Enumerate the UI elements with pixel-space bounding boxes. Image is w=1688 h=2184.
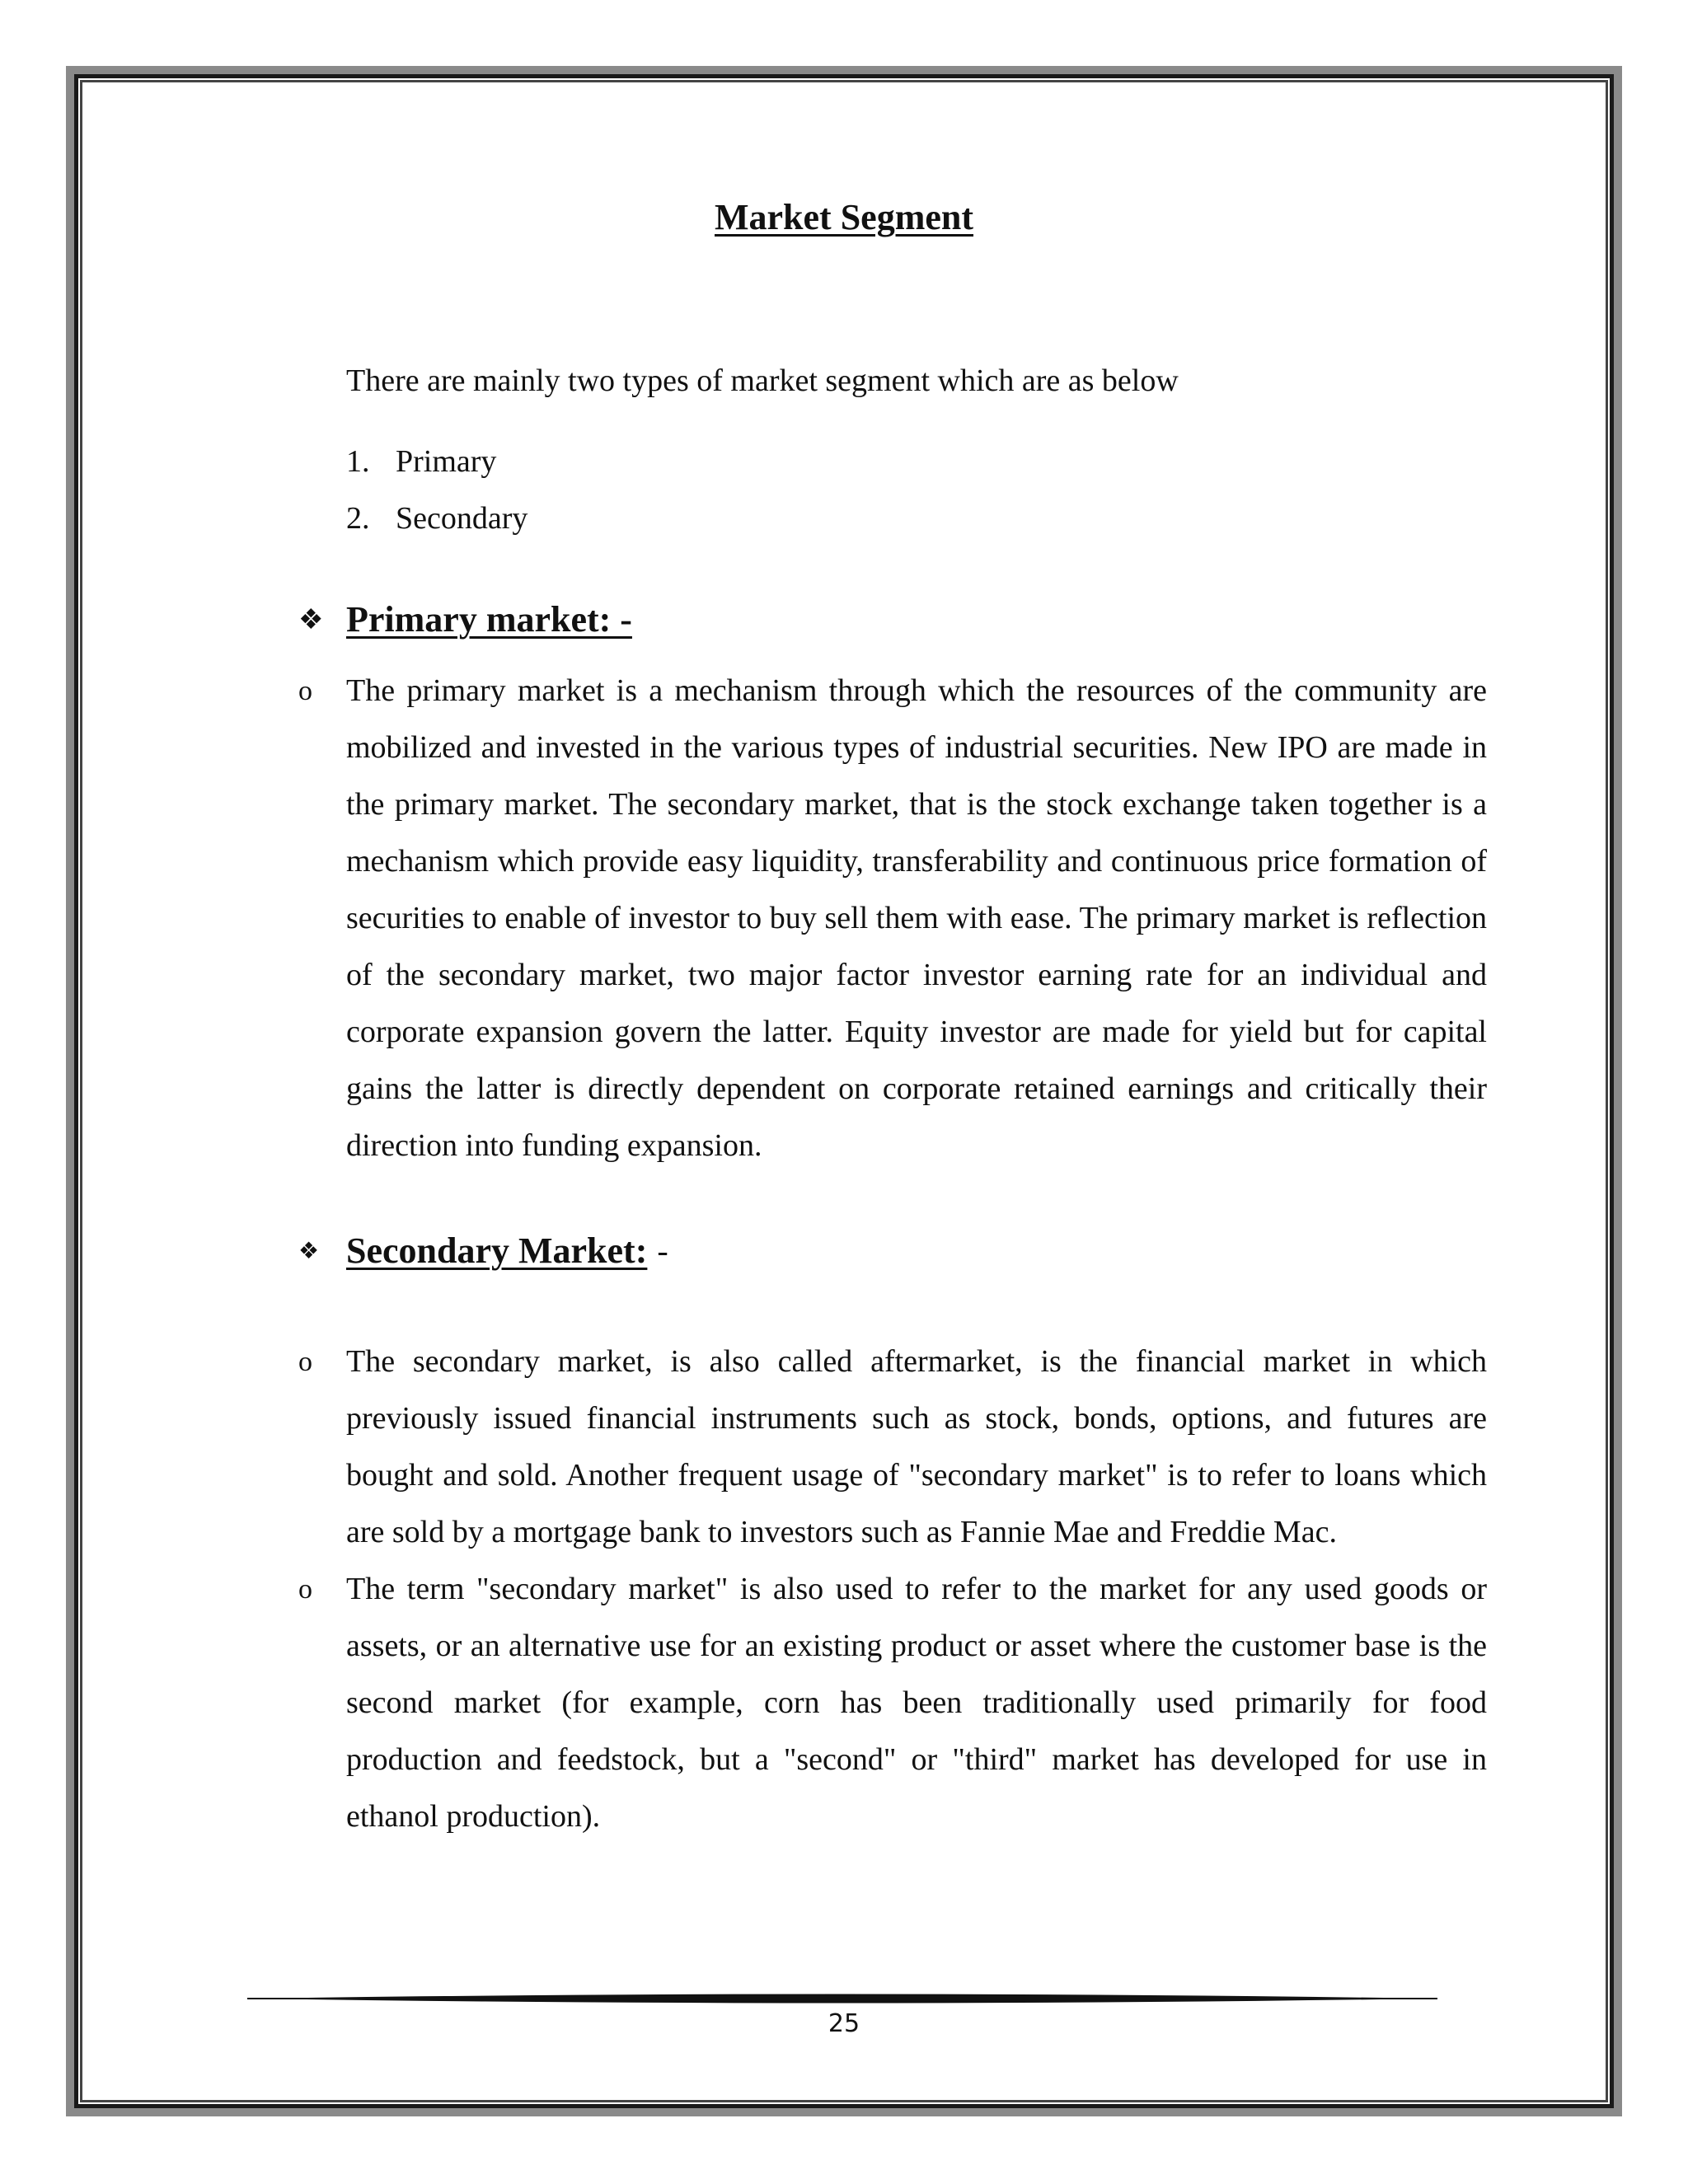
footer-divider <box>247 1990 1437 2008</box>
list-item-number: 2. <box>346 501 370 536</box>
circle-bullet-icon: o <box>298 1347 312 1377</box>
page-title <box>0 196 1688 238</box>
primary-market-heading <box>298 598 632 640</box>
secondary-market-paragraph-1-text: The secondary market, is also called aftermarket, is the financial market in which previously issued financial instruments such as stock, bonds, options, and futures are bought and sold. Another frequent usage of "secondary market" is to refer to loans which are sold by a mortgage bank to investors such as Fannie Mae and Freddie Mac. <box>346 1344 1487 1549</box>
list-item-label: Secondary <box>396 501 528 536</box>
secondary-market-paragraph-2-text: The term "secondary market" is also used to refer to the market for any used goods or assets, or an alternative use for an existing product or asset where the customer base is the second market (for example, corn has been traditionally used primarily for food production and feedstock, but a "second" or "third" market has developed for use in ethanol production). <box>346 1572 1487 1834</box>
intro-paragraph: There are mainly two types of market segment which are as below <box>346 363 1179 398</box>
list-item <box>346 490 1170 547</box>
market-types-list <box>346 434 1170 547</box>
diamond-four-icon: ❖ <box>298 604 324 635</box>
list-item-label: Primary <box>396 444 497 479</box>
secondary-market-paragraph-2 <box>298 1561 1487 1845</box>
list-item-number: 1. <box>346 444 370 479</box>
secondary-market-paragraph-1 <box>298 1333 1487 1561</box>
primary-market-paragraph <box>298 663 1487 1174</box>
page-number: 25 <box>828 2009 860 2038</box>
secondary-market-heading <box>298 1230 668 1272</box>
circle-bullet-icon: o <box>298 1574 312 1605</box>
diamond-four-icon: ❖ <box>298 1238 320 1264</box>
secondary-market-heading-label: Secondary Market: <box>346 1230 648 1271</box>
circle-bullet-icon: o <box>298 676 312 706</box>
secondary-market-heading-suffix: - <box>657 1232 668 1269</box>
primary-market-heading-label: Primary market: - <box>346 599 632 640</box>
primary-market-paragraph-text: The primary market is a mechanism through which the resources of the community are mobilized and invested in the various types of industrial securities. New IPO are made in the primary market. The secondary market, that is the stock exchange taken together is a mechanism which provide easy liquidity, transferability and continuous price formation of securities to enable of investor to buy sell them with ease. The primary market is reflection of the secondary market, two major factor investor earning rate for an individual and corporate expansion govern the latter. Equity investor are made for yield but for capital gains the latter is directly dependent on corporate retained earnings and critically their direction into funding expansion. <box>346 673 1487 1163</box>
page-title-text: Market Segment <box>714 197 973 237</box>
list-item <box>346 434 1170 490</box>
